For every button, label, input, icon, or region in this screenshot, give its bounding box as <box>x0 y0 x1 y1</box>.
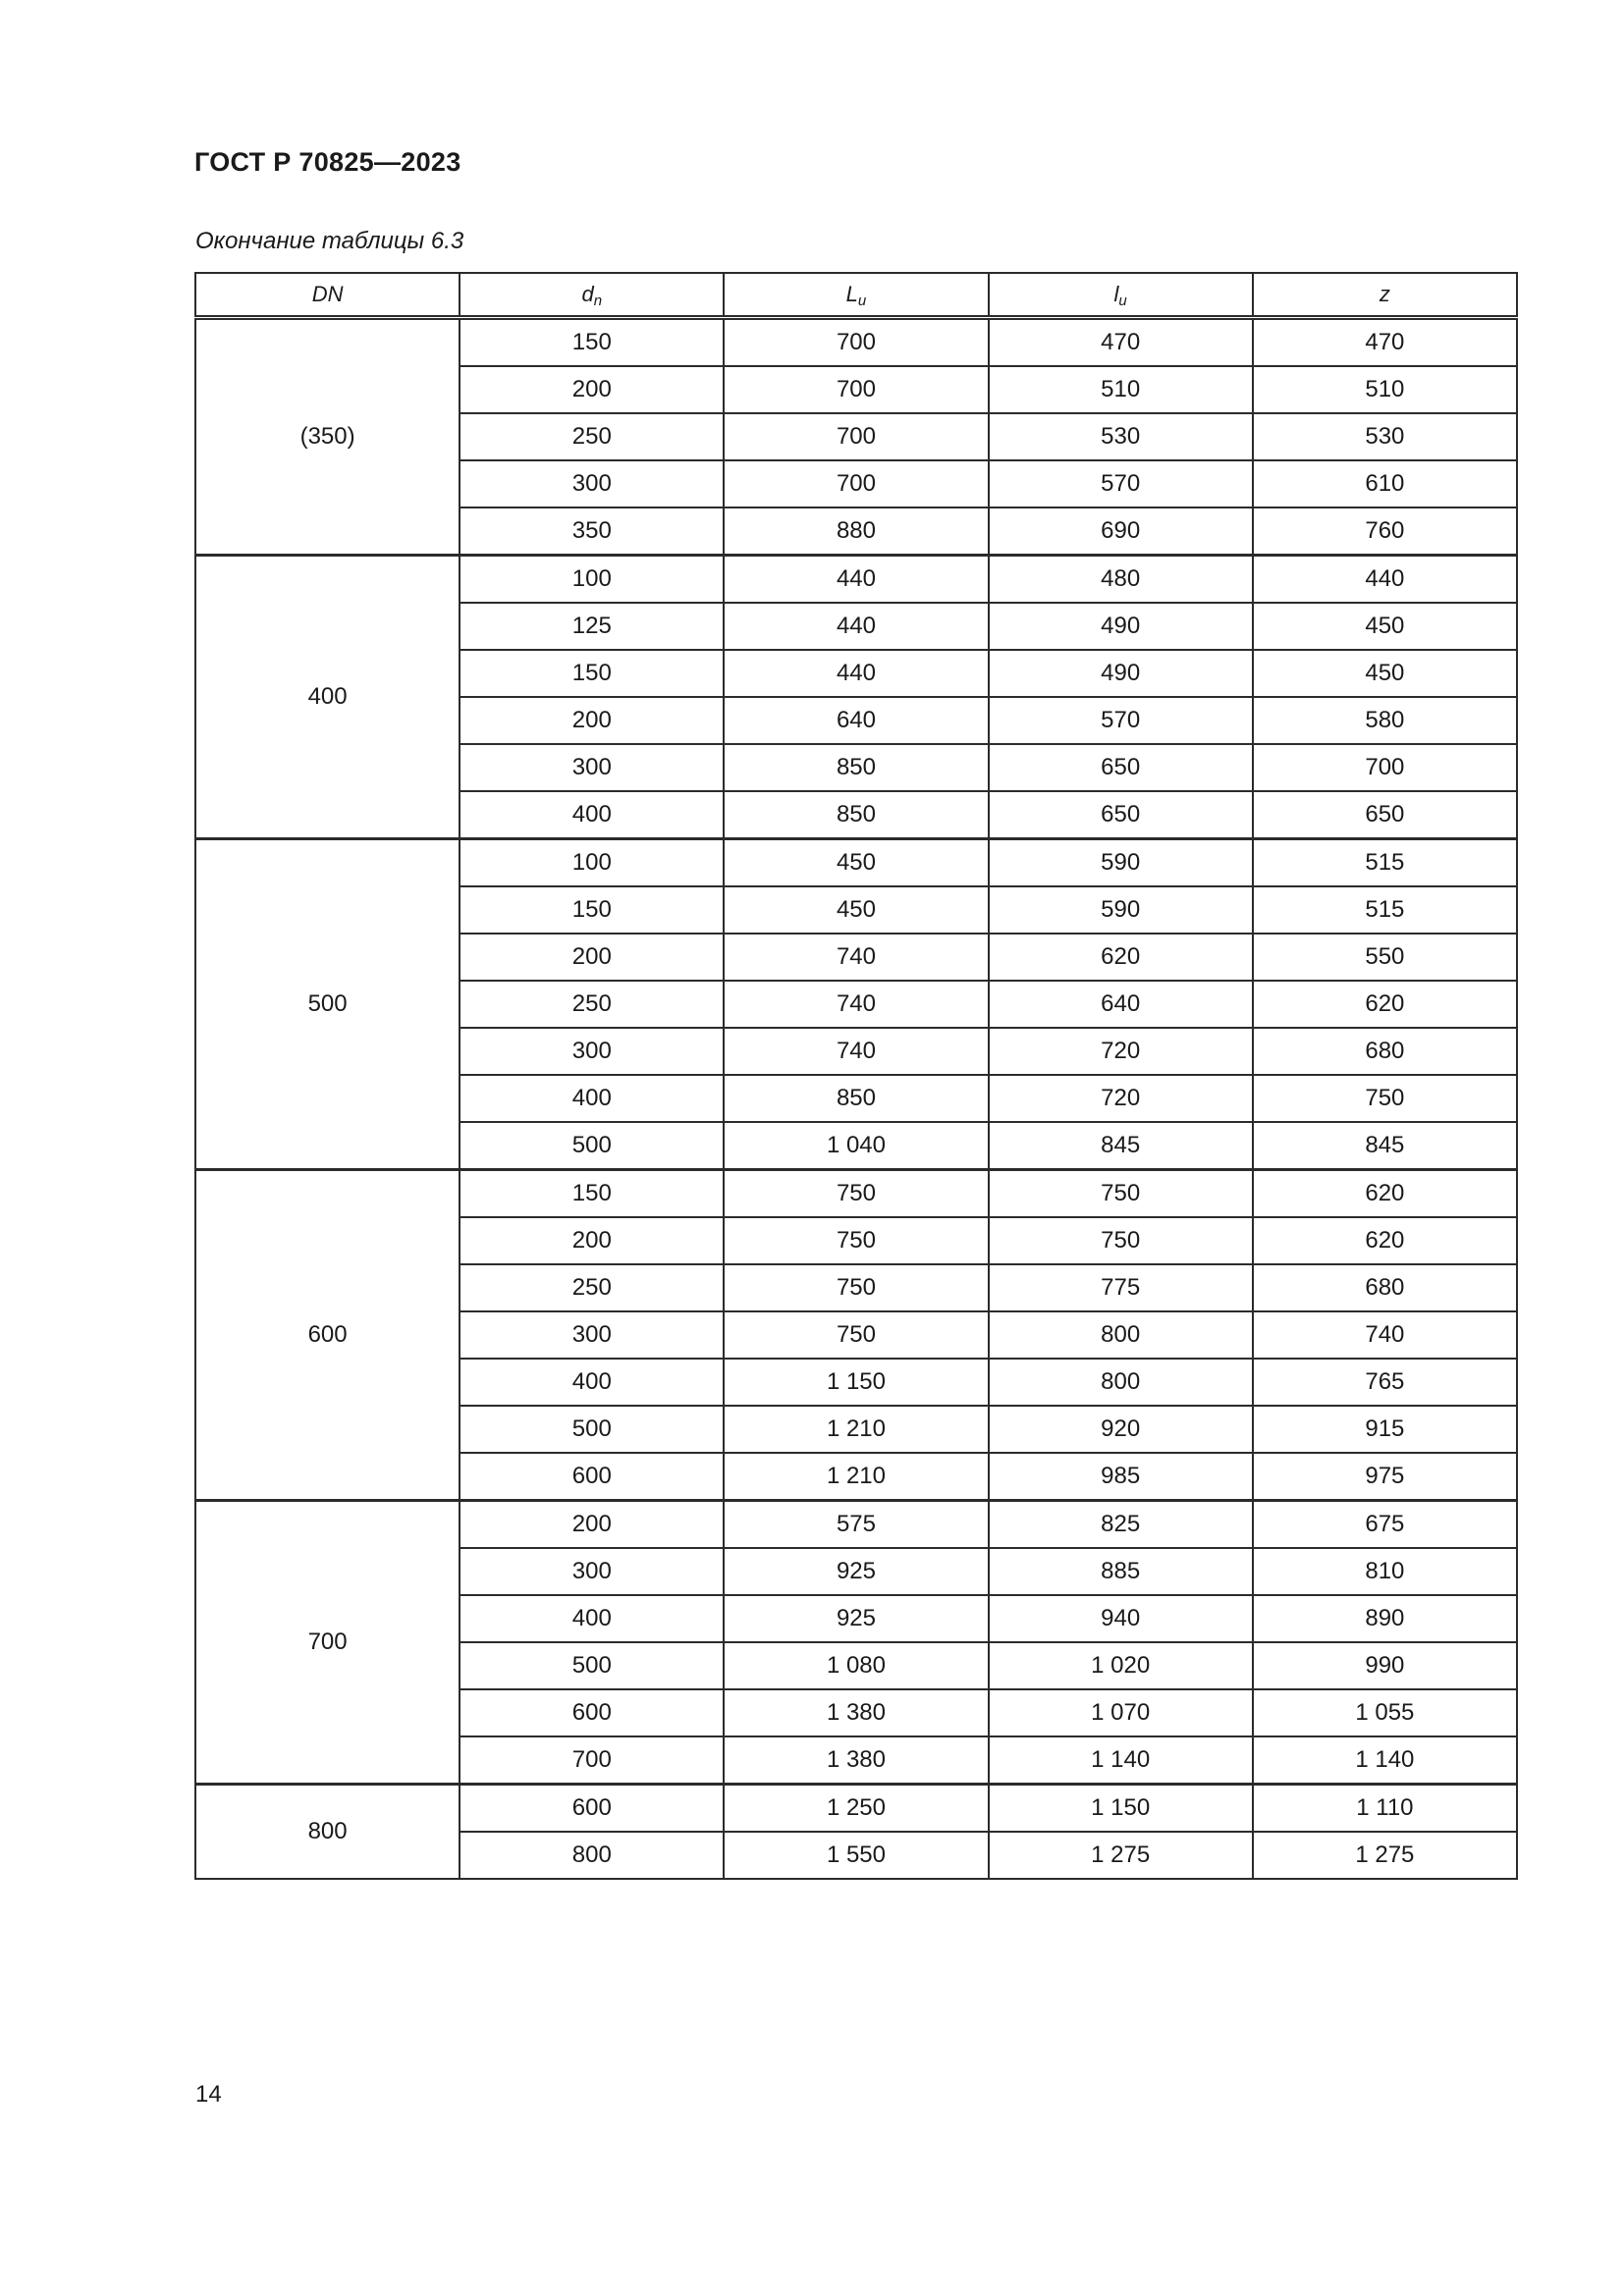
table-cell: 850 <box>724 1075 988 1122</box>
table-cell: 1 140 <box>989 1736 1253 1785</box>
table-row <box>195 1785 1517 1833</box>
table-cell: 675 <box>1253 1501 1517 1549</box>
table-row <box>195 318 1517 367</box>
column-header <box>195 273 460 318</box>
table-cell: 200 <box>460 1501 724 1549</box>
table-cell: 510 <box>1253 366 1517 413</box>
column-header-subscript: u <box>857 293 867 309</box>
table-cell: 150 <box>460 318 724 367</box>
table-body <box>195 318 1517 1880</box>
table-cell: 740 <box>724 981 988 1028</box>
table-cell: 590 <box>989 886 1253 934</box>
table-cell: 300 <box>460 1028 724 1075</box>
column-header-label: L <box>845 282 858 306</box>
table-cell: 1 020 <box>989 1642 1253 1689</box>
table-cell: 610 <box>1253 460 1517 507</box>
table-cell: 985 <box>989 1453 1253 1501</box>
table-cell: 150 <box>460 650 724 697</box>
table-cell: 490 <box>989 650 1253 697</box>
column-header-label: DN <box>311 282 344 306</box>
table-cell: 1 140 <box>1253 1736 1517 1785</box>
table-cell: 490 <box>989 603 1253 650</box>
table-cell: 300 <box>460 1311 724 1359</box>
table-cell: 1 550 <box>724 1832 988 1879</box>
table-cell: 700 <box>724 366 988 413</box>
column-header-label: d <box>581 282 594 306</box>
table-cell: 690 <box>989 507 1253 556</box>
table-cell: 990 <box>1253 1642 1517 1689</box>
table-cell: 250 <box>460 413 724 460</box>
table-cell: 440 <box>724 556 988 604</box>
table-cell: 890 <box>1253 1595 1517 1642</box>
table-cell: 700 <box>724 460 988 507</box>
table-cell: 1 040 <box>724 1122 988 1170</box>
table-container <box>194 272 1518 1880</box>
table-row <box>195 556 1517 604</box>
table-cell: 845 <box>989 1122 1253 1170</box>
table-cell: 925 <box>724 1548 988 1595</box>
table-cell: 620 <box>1253 1170 1517 1218</box>
table-cell: 1 275 <box>1253 1832 1517 1879</box>
table-cell: 650 <box>1253 791 1517 839</box>
table-cell: 775 <box>989 1264 1253 1311</box>
table-cell: 200 <box>460 934 724 981</box>
table-cell: 350 <box>460 507 724 556</box>
table-cell: 400 <box>460 1595 724 1642</box>
document-header: ГОСТ Р 70825—2023 <box>194 147 461 177</box>
table-cell: 640 <box>989 981 1253 1028</box>
table-cell: 885 <box>989 1548 1253 1595</box>
table-cell: 1 110 <box>1253 1785 1517 1833</box>
column-header <box>989 273 1253 318</box>
column-header <box>724 273 988 318</box>
table-cell: 1 080 <box>724 1642 988 1689</box>
table-cell: 100 <box>460 556 724 604</box>
header-row <box>195 273 1517 318</box>
table-cell: 1 210 <box>724 1406 988 1453</box>
table-cell: 450 <box>1253 650 1517 697</box>
column-header-label: z <box>1379 282 1390 306</box>
table-cell: 760 <box>1253 507 1517 556</box>
table-cell: 470 <box>989 318 1253 367</box>
table-cell: 920 <box>989 1406 1253 1453</box>
table-cell: 550 <box>1253 934 1517 981</box>
table-cell: 440 <box>724 603 988 650</box>
table-cell: 500 <box>460 1122 724 1170</box>
table-cell: 765 <box>1253 1359 1517 1406</box>
table-cell: 450 <box>724 886 988 934</box>
table-cell: 575 <box>724 1501 988 1549</box>
table-cell: 800 <box>460 1832 724 1879</box>
table-cell: 450 <box>1253 603 1517 650</box>
table-cell: 510 <box>989 366 1253 413</box>
column-header-subscript: u <box>1118 293 1127 309</box>
dn-group-cell: 400 <box>195 556 460 839</box>
table-cell: 470 <box>1253 318 1517 367</box>
table-cell: 400 <box>460 1359 724 1406</box>
column-header <box>1253 273 1517 318</box>
table-cell: 720 <box>989 1028 1253 1075</box>
table-cell: 600 <box>460 1689 724 1736</box>
table-cell: 750 <box>1253 1075 1517 1122</box>
table-cell: 1 380 <box>724 1736 988 1785</box>
table-cell: 680 <box>1253 1028 1517 1075</box>
table-cell: 300 <box>460 460 724 507</box>
column-header-subscript: n <box>593 293 603 309</box>
table-cell: 200 <box>460 1217 724 1264</box>
table-cell: 620 <box>1253 1217 1517 1264</box>
table-cell: 750 <box>724 1264 988 1311</box>
table-cell: 750 <box>724 1311 988 1359</box>
table-cell: 810 <box>1253 1548 1517 1595</box>
table-cell: 530 <box>989 413 1253 460</box>
table-cell: 515 <box>1253 839 1517 887</box>
dn-group-cell: 700 <box>195 1501 460 1785</box>
table-cell: 500 <box>460 1642 724 1689</box>
table-row <box>195 839 1517 887</box>
table-cell: 1 055 <box>1253 1689 1517 1736</box>
table-cell: 850 <box>724 744 988 791</box>
table-cell: 150 <box>460 1170 724 1218</box>
table-cell: 450 <box>724 839 988 887</box>
dn-group-cell: 500 <box>195 839 460 1170</box>
table-cell: 1 380 <box>724 1689 988 1736</box>
table-cell: 700 <box>724 413 988 460</box>
table-cell: 845 <box>1253 1122 1517 1170</box>
dn-group-cell: (350) <box>195 318 460 556</box>
table-cell: 740 <box>724 1028 988 1075</box>
table-cell: 100 <box>460 839 724 887</box>
table-cell: 580 <box>1253 697 1517 744</box>
data-table <box>194 272 1518 1880</box>
table-cell: 125 <box>460 603 724 650</box>
dn-group-cell: 800 <box>195 1785 460 1880</box>
table-cell: 600 <box>460 1785 724 1833</box>
table-cell: 480 <box>989 556 1253 604</box>
table-cell: 570 <box>989 697 1253 744</box>
table-cell: 620 <box>1253 981 1517 1028</box>
table-cell: 1 150 <box>724 1359 988 1406</box>
table-cell: 750 <box>989 1217 1253 1264</box>
table-cell: 200 <box>460 697 724 744</box>
table-cell: 590 <box>989 839 1253 887</box>
table-cell: 300 <box>460 1548 724 1595</box>
table-cell: 400 <box>460 791 724 839</box>
table-cell: 200 <box>460 366 724 413</box>
table-cell: 250 <box>460 1264 724 1311</box>
table-cell: 530 <box>1253 413 1517 460</box>
table-cell: 800 <box>989 1311 1253 1359</box>
table-cell: 650 <box>989 791 1253 839</box>
table-cell: 700 <box>724 318 988 367</box>
dn-group-cell: 600 <box>195 1170 460 1501</box>
table-cell: 400 <box>460 1075 724 1122</box>
table-cell: 880 <box>724 507 988 556</box>
table-cell: 500 <box>460 1406 724 1453</box>
table-cell: 440 <box>724 650 988 697</box>
table-cell: 740 <box>724 934 988 981</box>
table-caption: Окончание таблицы 6.3 <box>195 228 464 254</box>
table-cell: 1 275 <box>989 1832 1253 1879</box>
table-cell: 1 070 <box>989 1689 1253 1736</box>
table-cell: 850 <box>724 791 988 839</box>
table-cell: 750 <box>724 1170 988 1218</box>
table-cell: 250 <box>460 981 724 1028</box>
column-header-label: l <box>1113 282 1119 306</box>
table-cell: 600 <box>460 1453 724 1501</box>
table-cell: 800 <box>989 1359 1253 1406</box>
table-cell: 640 <box>724 697 988 744</box>
table-cell: 300 <box>460 744 724 791</box>
table-cell: 750 <box>724 1217 988 1264</box>
table-header <box>195 273 1517 318</box>
table-cell: 515 <box>1253 886 1517 934</box>
table-cell: 915 <box>1253 1406 1517 1453</box>
table-cell: 650 <box>989 744 1253 791</box>
column-header <box>460 273 724 318</box>
table-cell: 740 <box>1253 1311 1517 1359</box>
table-cell: 1 210 <box>724 1453 988 1501</box>
table-cell: 700 <box>460 1736 724 1785</box>
table-cell: 925 <box>724 1595 988 1642</box>
table-cell: 440 <box>1253 556 1517 604</box>
table-cell: 150 <box>460 886 724 934</box>
table-cell: 680 <box>1253 1264 1517 1311</box>
table-cell: 1 150 <box>989 1785 1253 1833</box>
table-cell: 700 <box>1253 744 1517 791</box>
page-number: 14 <box>195 2081 222 2108</box>
table-cell: 1 250 <box>724 1785 988 1833</box>
table-cell: 975 <box>1253 1453 1517 1501</box>
table-cell: 570 <box>989 460 1253 507</box>
table-cell: 825 <box>989 1501 1253 1549</box>
table-cell: 720 <box>989 1075 1253 1122</box>
table-cell: 750 <box>989 1170 1253 1218</box>
table-row <box>195 1501 1517 1549</box>
table-row <box>195 1170 1517 1218</box>
table-cell: 620 <box>989 934 1253 981</box>
table-cell: 940 <box>989 1595 1253 1642</box>
